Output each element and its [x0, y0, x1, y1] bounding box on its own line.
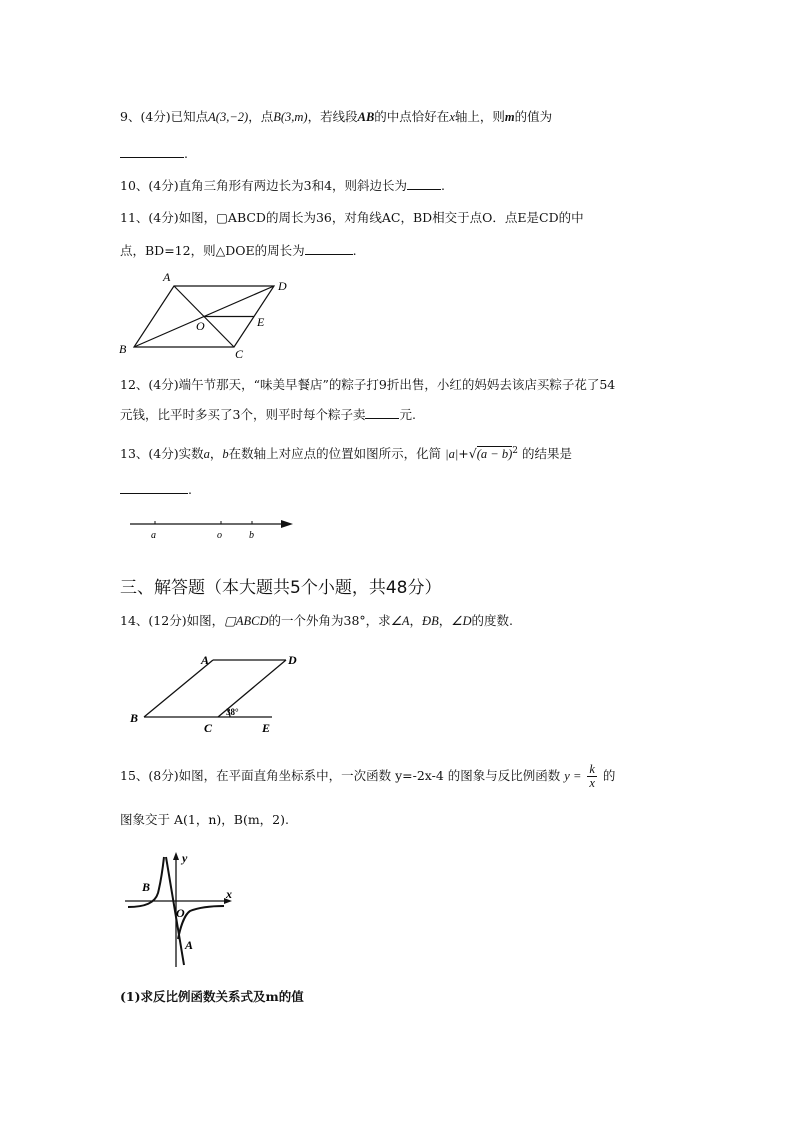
parallelogram-figure-q14	[126, 648, 306, 738]
label-o: o	[217, 530, 222, 541]
question-12-line1: 12、(4分)端午节那天，“味美早餐店”的粽子打9折出售，小红的妈妈去该店买粽子花了54	[120, 377, 616, 392]
question-10: 10、(4分)直角三角形有两边长为3和4，则斜边长为 .	[120, 178, 446, 193]
abs-a-expression: |a|	[445, 447, 459, 462]
parallelogram-figure-q11	[114, 270, 304, 362]
label-c: C	[235, 347, 244, 361]
label-b: B	[130, 711, 139, 725]
question-12-line2: 元钱，比平时多买了3个，则平时每个粽子卖 元.	[120, 407, 416, 422]
sqrt-sign: √	[468, 446, 477, 462]
question-11-line2: 点，BD=12，则△DOE的周长为 .	[120, 243, 357, 258]
label-e: E	[262, 721, 271, 735]
question-9-answer: .	[120, 144, 188, 163]
label-o: O	[176, 906, 185, 920]
label-a: A	[201, 653, 210, 667]
radicand: (a − b)	[476, 447, 513, 462]
label-angle-38: 38°	[226, 707, 239, 717]
label-x: x	[226, 887, 232, 901]
question-13-answer: .	[120, 480, 192, 499]
label-b: b	[249, 530, 254, 541]
number-line-figure	[125, 515, 300, 545]
label-a: a	[151, 530, 156, 541]
label-a: A	[163, 270, 171, 284]
label-a: A	[185, 938, 194, 952]
question-15-line2: 图象交于 A(1，n)，B(m，2).	[120, 812, 289, 827]
label-c: C	[204, 721, 213, 735]
answer-blank	[407, 176, 441, 190]
side-ab	[144, 660, 213, 717]
function-graph-figure	[120, 845, 240, 970]
section-3-heading: 三、解答题（本大题共5个小题，共48分）	[120, 578, 442, 598]
y-axis-arrow	[173, 852, 179, 860]
label-o: O	[196, 319, 205, 333]
question-15-part-1: (1)求反比例函数关系式及m的值	[120, 989, 304, 1004]
question-9-line1: 9、(4分)已知点A(3,−2)，点B(3,m)，若线段AB的中点恰好在x轴上，则m的值为	[120, 109, 553, 124]
answer-blank	[120, 480, 188, 494]
answer-blank	[120, 144, 184, 158]
answer-blank	[305, 241, 353, 255]
answer-blank	[365, 405, 399, 419]
label-y: y	[182, 851, 188, 865]
question-15-line1: 15、(8分)如图，在平面直角坐标系中，一次函数 y=-2x-4 的图象与反比例函数 y = $\frac{k}{x}$ 的	[120, 762, 616, 790]
hyperbola-branch-right	[178, 906, 224, 939]
question-11-line1: 11、(4分)如图，▢ABCD的周长为36，对角线AC，BD相交于点O．点E是CD的中	[120, 210, 584, 225]
question-13-line1: 13、(4分)实数a，b在数轴上对应点的位置如图所示，化简 $|a|+√(a - b)^2$ 的结果是	[120, 446, 572, 462]
label-d: D	[278, 279, 287, 293]
label-b: B	[142, 880, 151, 894]
question-14: 14、(12分)如图，▢ABCD的一个外角为38°，求∠A，ÐB，∠D的度数.	[120, 613, 513, 628]
number-line-arrow	[281, 520, 293, 528]
label-d: D	[288, 653, 297, 667]
fraction-k-over-x: $\frac{k}{x}$	[589, 762, 595, 790]
label-b: B	[119, 342, 127, 356]
label-e: E	[257, 315, 265, 329]
